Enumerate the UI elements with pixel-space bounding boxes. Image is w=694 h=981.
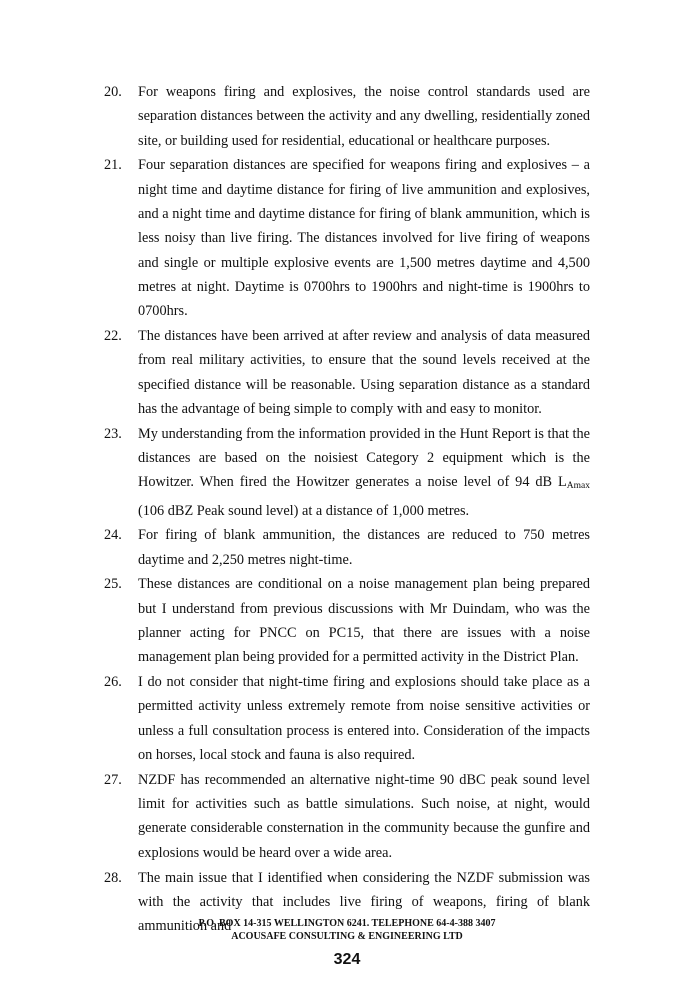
paragraph-text-part: (106 dBZ Peak sound level) at a distance of 1,000 metres. [138,502,470,519]
paragraph-number: 22. [104,327,122,344]
paragraph-text: The distances have been arrived at after review and analysis of data measured from real military activities, to ensure that the sound levels received at the specified distance will be reasonable. Using separation distance as a standard has the advantage of being simple to comply with and easy to monitor. [138,327,590,417]
paragraph-20 [104,80,590,153]
paragraph-number: 20. [104,84,122,100]
page-number: 324 [333,951,361,968]
paragraph-23 [104,422,590,523]
paragraph-text: For firing of blank ammunition, the distances are reduced to 750 metres daytime and 2,250 metres night-time. [138,527,590,568]
paragraph-text: NZDF has recommended an alternative night-time 90 dBC peak sound level limit for activities such as battle simulations. Such noise, at night, would generate considerable consternation in the community because the gunfire and explosions would be heard over a wide area. [138,771,590,861]
subscript-text: Amax [566,481,590,492]
paragraph-text: For weapons firing and explosives, the noise control standards used are separation distances between the activity and any dwelling, residentially zoned site, or building used for residential, educational or healthcare purposes. [138,84,590,149]
paragraph-text-part: My understanding from the information provided in the Hunt Report is that the distances are based on the noisiest Category 2 equipment which is the Howitzer. When fired the Howitzer generates a noise level of 94 dB L [138,425,590,491]
paragraph-25 [104,572,590,669]
paragraph-number: 27. [104,771,122,788]
paragraph-number: 28. [104,869,122,886]
paragraph-number: 26. [104,674,122,691]
paragraph-number: 24. [104,527,122,544]
paragraph-24 [104,523,590,572]
paragraph-text: The main issue that I identified when considering the NZDF submission was with the activity that includes live firing of weapons, firing of blank ammunition and [138,869,590,935]
paragraph-22 [104,324,590,421]
paragraph-number: 25. [104,576,122,593]
paragraph-number: 21. [104,157,122,174]
paragraph-text: Four separation distances are specified for weapons firing and explosives – a night time and daytime distance for firing of live ammunition and explosives, and a night time and daytime distance for firing of blank ammunition, which is less noisy than live firing. The distances involved for live firing of weapons and single or multiple explosive events are 1,500 metres daytime and 4,500 metres at night. Daytime is 0700hrs to 1900hrs and night-time is 1900hrs to 0700hrs. [138,157,590,320]
paragraph-21 [104,153,590,323]
footer-company: ACOUSAFE CONSULTING & ENGINEERING LTD [231,931,463,942]
paragraph-text: These distances are conditional on a noise management plan being prepared but I understand from previous discussions with Mr Duindam, who was the planner acting for PNCC on PC15, that there are issues with a noise management plan being provided for a permitted activity in the District Plan. [138,576,590,666]
numbered-paragraph-list [104,80,590,939]
footer-address: P.O. BOX 14-315 WELLINGTON 6241. TELEPHONE 64-4-388 3407 [198,918,496,929]
paragraph-text [138,422,590,523]
paragraph-27 [104,768,590,865]
paragraph-26 [104,670,590,767]
paragraph-text: I do not consider that night-time firing and explosions should take place as a permitted activity unless extremely remote from noise sensitive activities or unless a full consultation process is entered into. Consideration of the impacts on horses, local stock and fauna is also required. [138,674,590,764]
paragraph-number: 23. [104,425,122,442]
